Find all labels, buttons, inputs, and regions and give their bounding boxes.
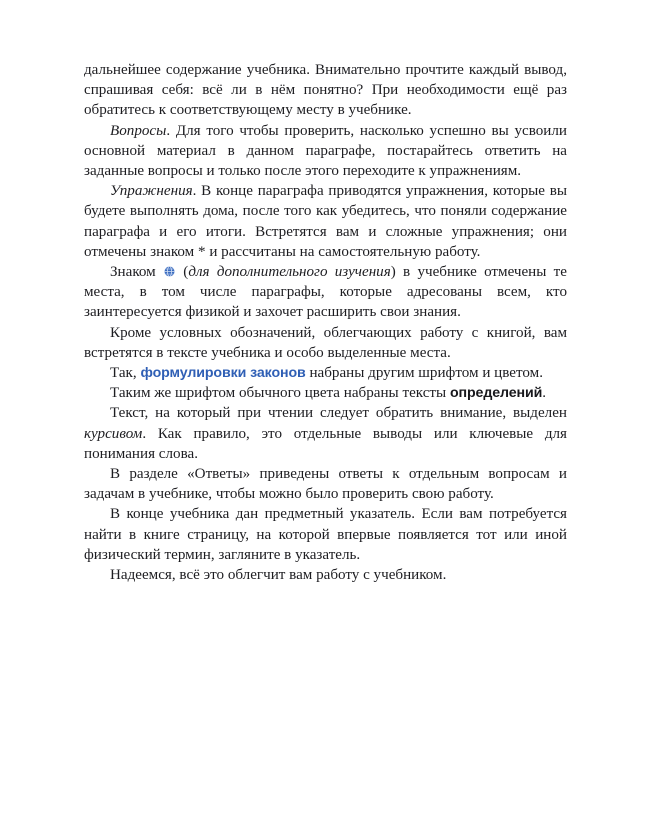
text-run: набраны другим шрифтом и цветом. bbox=[305, 365, 543, 382]
text-run: Так, bbox=[110, 365, 141, 382]
italic-run: Упражнения bbox=[110, 183, 193, 200]
paragraph-p5 bbox=[84, 323, 567, 363]
paragraph-p7 bbox=[84, 383, 567, 403]
paragraph-p6 bbox=[84, 363, 567, 383]
paragraph-p10 bbox=[84, 504, 567, 565]
text-run: дальнейшее содержание учебника. Внимательно прочтите каждый вывод, спрашивая себя: всё ли в нём понятно? При необходимости ещё раз обратитесь к соответствующему месту в учебнике. bbox=[84, 62, 567, 119]
paragraph-p2 bbox=[84, 121, 567, 182]
globe-icon bbox=[164, 266, 175, 277]
text-run: Текст, на который при чтении следует обратить внимание, выделен bbox=[110, 405, 567, 422]
italic-run: Вопросы bbox=[110, 122, 167, 139]
text-run: . bbox=[542, 385, 547, 402]
text-run: ) в учебнике отмечены те места, в том числе параграфы, которые адресованы всем, кто заинтересуется физикой и захочет расширить свои знания. bbox=[84, 264, 567, 321]
text-run: В конце учебника дан предметный указатель. Если вам потребуется найти в книге страницу, на которой впервые появляется тот или иной физический термин, загляните в указатель. bbox=[84, 506, 567, 563]
paragraph-p11 bbox=[84, 565, 567, 585]
italic-run: для дополнительного изучения bbox=[188, 264, 391, 281]
paragraph-p3 bbox=[84, 181, 567, 262]
text-run: и рассчитаны на самостоятельную работу. bbox=[205, 243, 481, 260]
text-run: . Для того чтобы проверить, насколько успешно вы усвоили основной материал в данном параграфе, постарайтесь ответить на заданные вопросы и только после этого переходите к упражнениям. bbox=[84, 122, 567, 180]
law-formulation-highlight: формулировки законов bbox=[140, 365, 306, 382]
paragraph-p9 bbox=[84, 464, 567, 504]
body-text-column bbox=[84, 60, 567, 585]
text-run: Надеемся, всё это облегчит вам работу с учебником. bbox=[110, 567, 447, 584]
text-run: Знаком bbox=[110, 264, 163, 281]
definition-highlight: определений bbox=[449, 385, 543, 402]
text-run: В разделе «Ответы» приведены ответы к отдельным вопросам и задачам в учебнике, чтобы можно было проверить свою работу. bbox=[84, 466, 567, 503]
paragraph-p1 bbox=[84, 60, 567, 121]
paragraph-p4 bbox=[84, 262, 567, 323]
italic-run: курсивом bbox=[84, 425, 143, 442]
text-run: . В конце параграфа приводятся упражнения, которые вы будете выполнять дома, после того как убедитесь, что поняли содержание параграфа и его итоги. Встретятся вам и сложные упражнения; они отмечены знаком bbox=[84, 183, 567, 260]
text-run: . Как правило, это отдельные выводы или ключевые для понимания слова. bbox=[84, 425, 567, 462]
text-run: Таким же шрифтом обычного цвета набраны тексты bbox=[110, 385, 450, 402]
text-run: ( bbox=[176, 264, 189, 281]
asterisk-marker: * bbox=[198, 243, 206, 260]
paragraph-p8 bbox=[84, 403, 567, 464]
text-run: Кроме условных обозначений, облегчающих работу с книгой, вам встретятся в тексте учебника и особо выделенные места. bbox=[84, 324, 567, 361]
